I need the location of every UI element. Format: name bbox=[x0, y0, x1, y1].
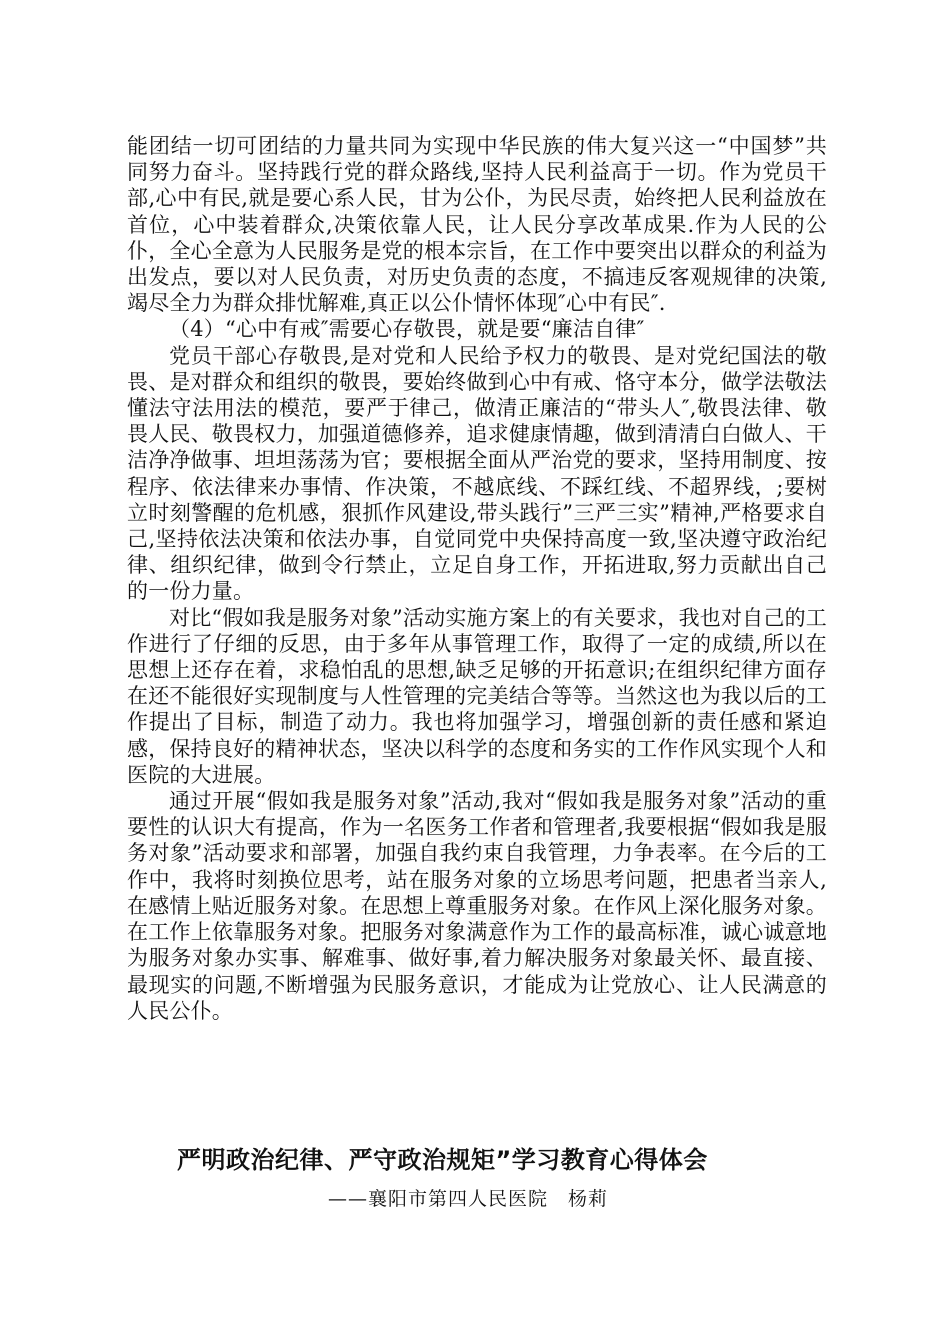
article-author: ——襄阳市第四人民医院 杨莉 bbox=[328, 1188, 609, 1210]
paragraph-reflection: 对比“假如我是服务对象”活动实施方案上的有关要求，我也对自己的工作进行了仔细的反思，由于多年从事管理工作，取得了一定的成绩,所以在思想上还存在着，求稳怕乱的思想,缺乏足够的开拓意识;在组织纪律方面存在还不能很好实现制度与人性管理的完美结合等等。当然这也为我以后的工作提出了目标，制造了动力。我也将加强学习，增强创新的责任感和紧迫感，保持良好的精神状态，坚决以科学的态度和务实的工作作风实现个人和医院的大进展。 bbox=[127, 605, 827, 787]
paragraph-continuation: 能团结一切可团结的力量共同为实现中华民族的伟大复兴这一“中国梦”共同努力奋斗。坚持践行党的群众路线,坚持人民利益高于一切。作为党员干部,心中有民,就是要心系人民，甘为公仆，为民尽责，始终把人民利益放在首位，心中装着群众,决策依靠人民，让人民分享改革成果.作为人民的公仆，全心全意为人民服务是党的根本宗旨，在工作中要突出以群众的利益为出发点，要以对人民负责，对历史负责的态度，不搞违反客观规律的决策,竭尽全力为群众排忧解难,真正以公仆情怀体现″心中有民″. bbox=[127, 134, 827, 316]
article-title: 严明政治纪律、严守政治规矩”学习教育心得体会 bbox=[177, 1146, 708, 1174]
body-text bbox=[127, 133, 827, 1024]
section-heading-4: （4）“心中有戒″需要心存敬畏，就是要“廉洁自律″ bbox=[169, 317, 645, 342]
paragraph-awe: 党员干部心存敬畏,是对党和人民给予权力的敬畏、是对党纪国法的敬畏、是对群众和组织的敬畏，要始终做到心中有戒、恪守本分，做学法敬法懂法守法用法的模范，要严于律己，做清正廉洁的“带头人″,敬畏法律、敬畏人民、敬畏权力，加强道德修养，追求健康情趣，做到清清白白做人、干洁净净做事、坦坦荡荡为官；要根据全面从严治党的要求，坚持用制度、按程序、依法律来办事情、作决策，不越底线、不踩红线、不超界线，;要树立时刻警醒的危机感，狠抓作风建设,带头践行”三严三实”精神,严格要求自己,坚持依法决策和依法办事，自觉同党中央保持高度一致,坚决遵守政治纪律、组织纪律，做到令行禁止，立足自身工作，开拓进取,努力贡献出自己的一份力量。 bbox=[127, 343, 827, 604]
paragraph-conclusion: 通过开展“假如我是服务对象”活动,我对“假如我是服务对象”活动的重要性的认识大有提高，作为一名医务工作者和管理者,我要根据“假如我是服务对象”活动要求和部署，加强自我约束自我管理，力争表率。在今后的工作中，我将时刻换位思考，站在服务对象的立场思考问题，把患者当亲人,在感情上贴近服务对象。在思想上尊重服务对象。在作风上深化服务对象。在工作上依靠服务对象。把服务对象满意作为工作的最高标准，诚心诚意地为服务对象办实事、解难事、做好事,着力解决服务对象最关怀、最直接、最现实的问题,不断增强为民服务意识，才能成为让党放心、让人民满意的人民公仆。 bbox=[127, 789, 827, 1023]
